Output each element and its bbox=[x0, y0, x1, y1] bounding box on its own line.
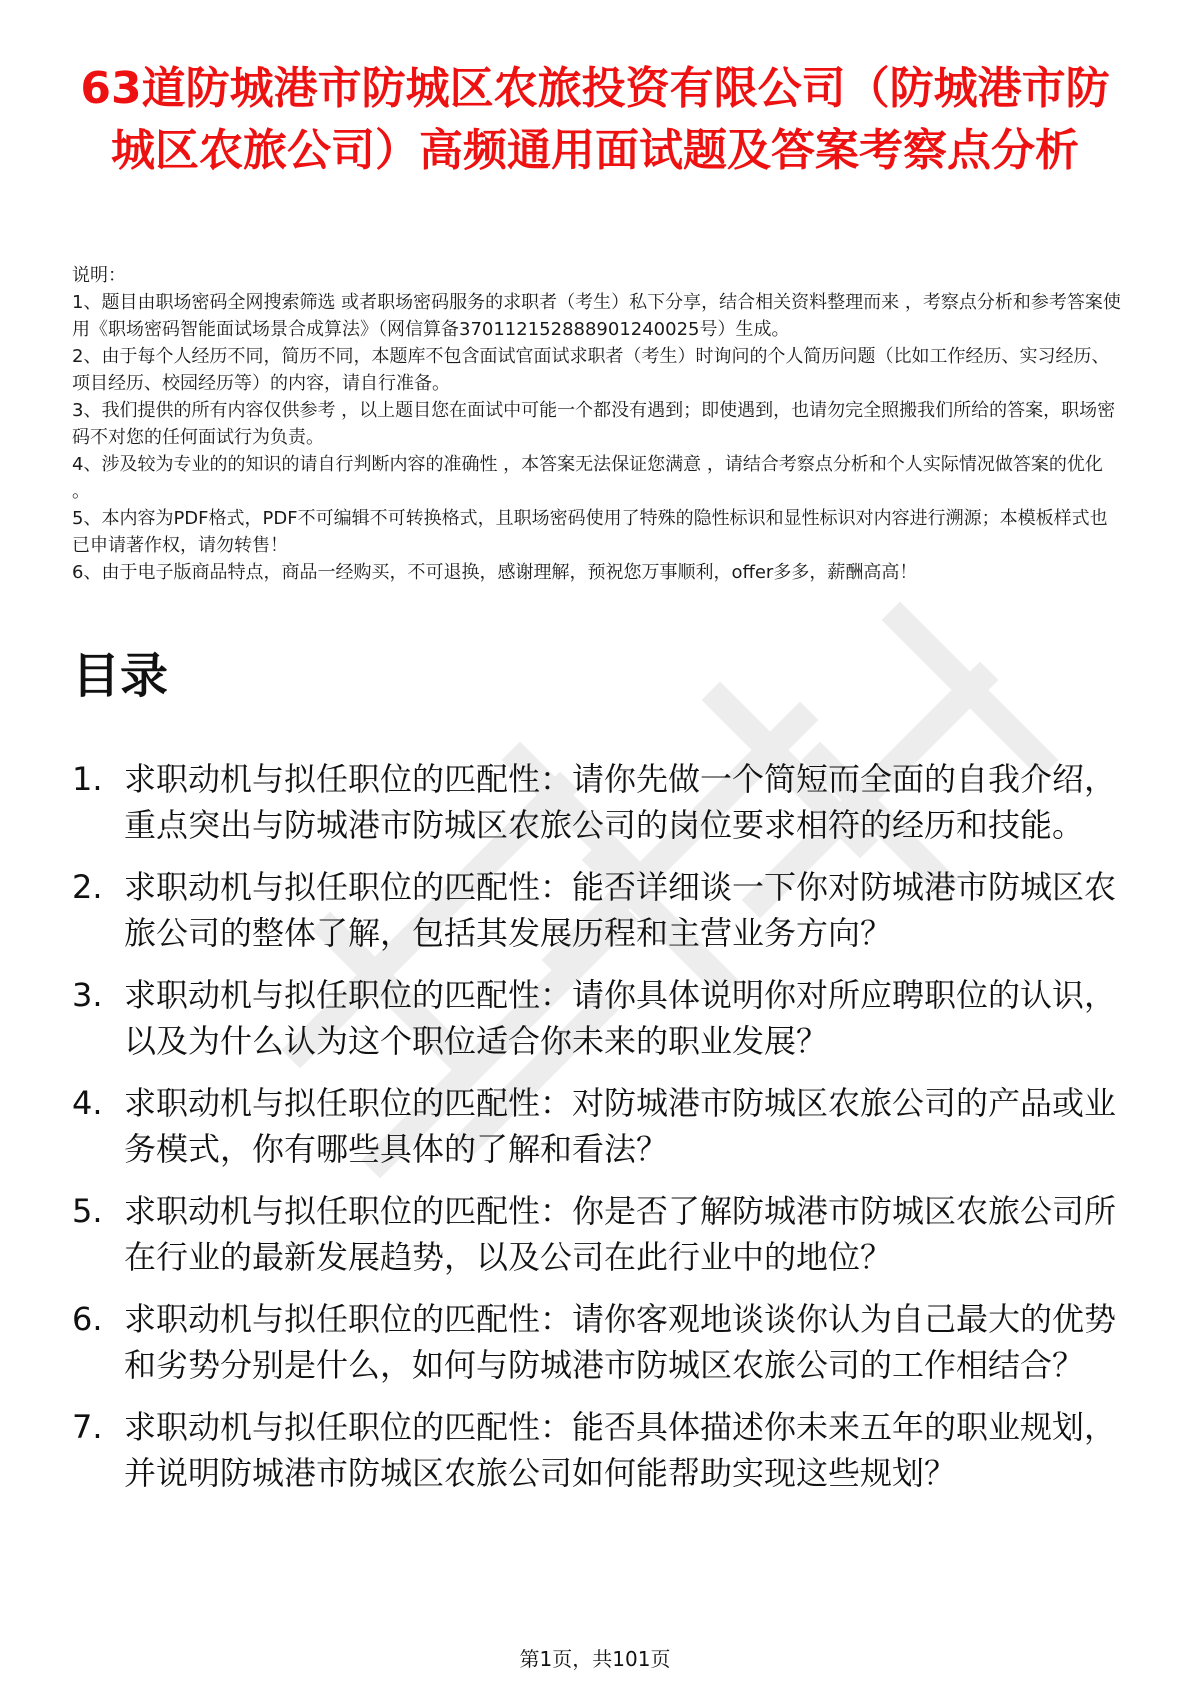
toc-item[interactable] bbox=[72, 1080, 1122, 1172]
toc-item[interactable] bbox=[72, 864, 1122, 956]
document-title: 63道防城港市防城区农旅投资有限公司（防城港市防城区农旅公司）高频通用面试题及答案考察点分析 bbox=[80, 63, 1110, 176]
toc-item-text: 求职动机与拟任职位的匹配性：对防城港市防城区农旅公司的产品或业务模式，你有哪些具体的了解和看法？ bbox=[124, 1084, 1117, 1168]
toc-item[interactable] bbox=[72, 1296, 1122, 1388]
note-item: 6、由于电子版商品特点，商品一经购买，不可退换，感谢理解，预祝您万事顺利，offer多多，薪酬高高！ bbox=[72, 562, 918, 583]
toc-item[interactable] bbox=[72, 1404, 1122, 1496]
toc-item-text: 求职动机与拟任职位的匹配性：请你客观地谈谈你认为自己最大的优势和劣势分别是什么，如何与防城港市防城区农旅公司的工作相结合？ bbox=[124, 1300, 1117, 1384]
notes-label: 说明： bbox=[72, 265, 126, 286]
page-number: 第1页，共101页 bbox=[519, 1647, 671, 1671]
toc-item-number: 3. bbox=[72, 976, 103, 1014]
toc-item[interactable] bbox=[72, 756, 1122, 848]
note-item: 5、本内容为PDF格式，PDF不可编辑不可转换格式，且职场密码使用了特殊的隐性标识和显性标识对内容进行溯源；本模板样式也已申请著作权，请勿转售！ bbox=[72, 508, 1108, 556]
note-item: 4、涉及较为专业的的知识的请自行判断内容的准确性 ，本答案无法保证您满意 ，请结合考察点分析和个人实际情况做答案的优化 。 bbox=[72, 454, 1103, 502]
toc-item-number: 6. bbox=[72, 1300, 103, 1338]
note-item: 2、由于每个人经历不同，简历不同，本题库不包含面试官面试求职者（考生）时询问的个人简历问题（比如工作经历、实习经历、项目经历、校园经历等）的内容，请自行准备。 bbox=[72, 346, 1110, 394]
toc-item-text: 求职动机与拟任职位的匹配性：能否具体描述你未来五年的职业规划，并说明防城港市防城区农旅公司如何能帮助实现这些规划？ bbox=[124, 1408, 1117, 1492]
toc-item-number: 4. bbox=[72, 1084, 103, 1122]
note-item: 3、我们提供的所有内容仅供参考 ，以上题目您在面试中可能一个都没有遇到；即使遇到，也请勿完全照搬我们所给的答案，职场密码不对您的任何面试行为负责。 bbox=[72, 400, 1116, 448]
toc-item-text: 求职动机与拟任职位的匹配性：请你先做一个简短而全面的自我介绍，重点突出与防城港市防城区农旅公司的岗位要求相符的经历和技能。 bbox=[124, 760, 1117, 844]
toc-item-text: 求职动机与拟任职位的匹配性：能否详细谈一下你对防城港市防城区农旅公司的整体了解，包括其发展历程和主营业务方向？ bbox=[124, 868, 1117, 952]
toc-item-number: 7. bbox=[72, 1408, 103, 1446]
toc-item[interactable] bbox=[72, 1188, 1122, 1280]
toc-list bbox=[72, 756, 1122, 1512]
disclaimer-notes bbox=[72, 262, 1122, 586]
toc-item-text: 求职动机与拟任职位的匹配性：请你具体说明你对所应聘职位的认识，以及为什么认为这个职位适合你未来的职业发展？ bbox=[124, 976, 1117, 1060]
toc-item-text: 求职动机与拟任职位的匹配性：你是否了解防城港市防城区农旅公司所在行业的最新发展趋势，以及公司在此行业中的地位？ bbox=[124, 1192, 1117, 1276]
toc-item-number: 1. bbox=[72, 760, 103, 798]
note-item: 1、题目由职场密码全网搜索筛选 或者职场密码服务的求职者（考生）私下分享，结合相关资料整理而来 ，考察点分析和参考答案使用《职场密码智能面试场景合成算法》（网信算备370112152888901240025号）生成。 bbox=[72, 292, 1121, 340]
toc-item[interactable] bbox=[72, 972, 1122, 1064]
toc-item-number: 5. bbox=[72, 1192, 103, 1230]
toc-heading: 目录 bbox=[72, 648, 169, 704]
toc-item-number: 2. bbox=[72, 868, 103, 906]
